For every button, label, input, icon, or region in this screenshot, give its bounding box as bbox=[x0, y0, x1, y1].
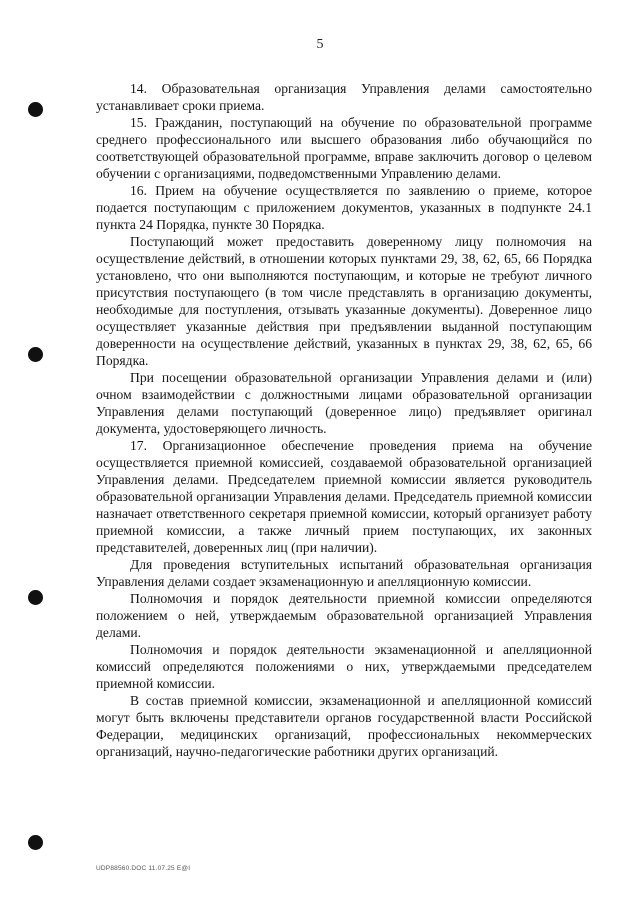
document-body bbox=[96, 80, 592, 760]
paragraph-commission-members: В состав приемной комиссии, экзаменационной и апелляционной комиссий могут быть включены представители органов государственной власти Российской Федерации, медицинских организаций, профессиональных некоммерческих организаций, научно-педагогические работники других организаций. bbox=[96, 693, 592, 759]
paragraph-proxy-powers: Поступающий может предоставить доверенному лицу полномочия на осуществление действий, в отношении которых пунктами 29, 38, 62, 65, 66 Порядка установлено, что они выполняются поступающим, и которые не требуют личного присутствия поступающего (в том числе представлять в организацию документы, необходимые для поступления, отзывать указанные документы). Доверенное лицо осуществляет указанные действия при предъявлении выданной поступающим доверенности на осуществление действий, указанных в пунктах 29, 38, 62, 65, 66 Порядка. bbox=[96, 234, 592, 368]
paragraph-15: 15. Гражданин, поступающий на обучение по образовательной программе среднего профессионального или высшего образования либо обучающийся по соответствующей образовательной программе, вправе заключить договор о целевом обучении с организациями, подведомственными Управлению делами. bbox=[96, 115, 592, 181]
punch-hole-marker bbox=[28, 590, 43, 605]
page-number: 5 bbox=[316, 37, 324, 52]
paragraph-exam-powers: Полномочия и порядок деятельности экзаменационной и апелляционной комиссий определяются положениями о них, утверждаемыми председателем приемной комиссии. bbox=[96, 642, 592, 691]
punch-hole-marker bbox=[28, 102, 43, 117]
punch-hole-marker bbox=[28, 835, 43, 850]
punch-hole-marker bbox=[28, 347, 43, 362]
paragraph-17: 17. Организационное обеспечение проведения приема на обучение осуществляется приемной комиссией, создаваемой образовательной организацией Управления делами. Председателем приемной комиссии является руководитель образовательной организации Управления делами. Председатель приемной комиссии назначает ответственного секретаря приемной комиссии, который организует работу приемной комиссии, а также личный прием поступающих, их законных представителей, доверенных лиц (при наличии). bbox=[96, 438, 592, 555]
paragraph-16: 16. Прием на обучение осуществляется по заявлению о приеме, которое подается поступающим с приложением документов, указанных в подпункте 24.1 пункта 24 Порядка, пункте 30 Порядка. bbox=[96, 183, 592, 232]
paragraph-visit-identity: При посещении образовательной организации Управления делами и (или) очном взаимодействии с должностными лицами образовательной организации Управления делами поступающий (доверенное лицо) предъявляет оригинал документа, удостоверяющего личность. bbox=[96, 370, 592, 436]
document-footer-code: UDP88560.DOC 11.07.25 E@I bbox=[96, 865, 191, 872]
paragraph-exam-commissions: Для проведения вступительных испытаний образовательная организация Управления делами создает экзаменационную и апелляционную комиссии. bbox=[96, 557, 592, 589]
paragraph-admission-powers: Полномочия и порядок деятельности приемной комиссии определяются положением о ней, утверждаемым образовательной организацией Управления делами. bbox=[96, 591, 592, 640]
paragraph-14: 14. Образовательная организация Управления делами самостоятельно устанавливает сроки приема. bbox=[96, 81, 592, 113]
